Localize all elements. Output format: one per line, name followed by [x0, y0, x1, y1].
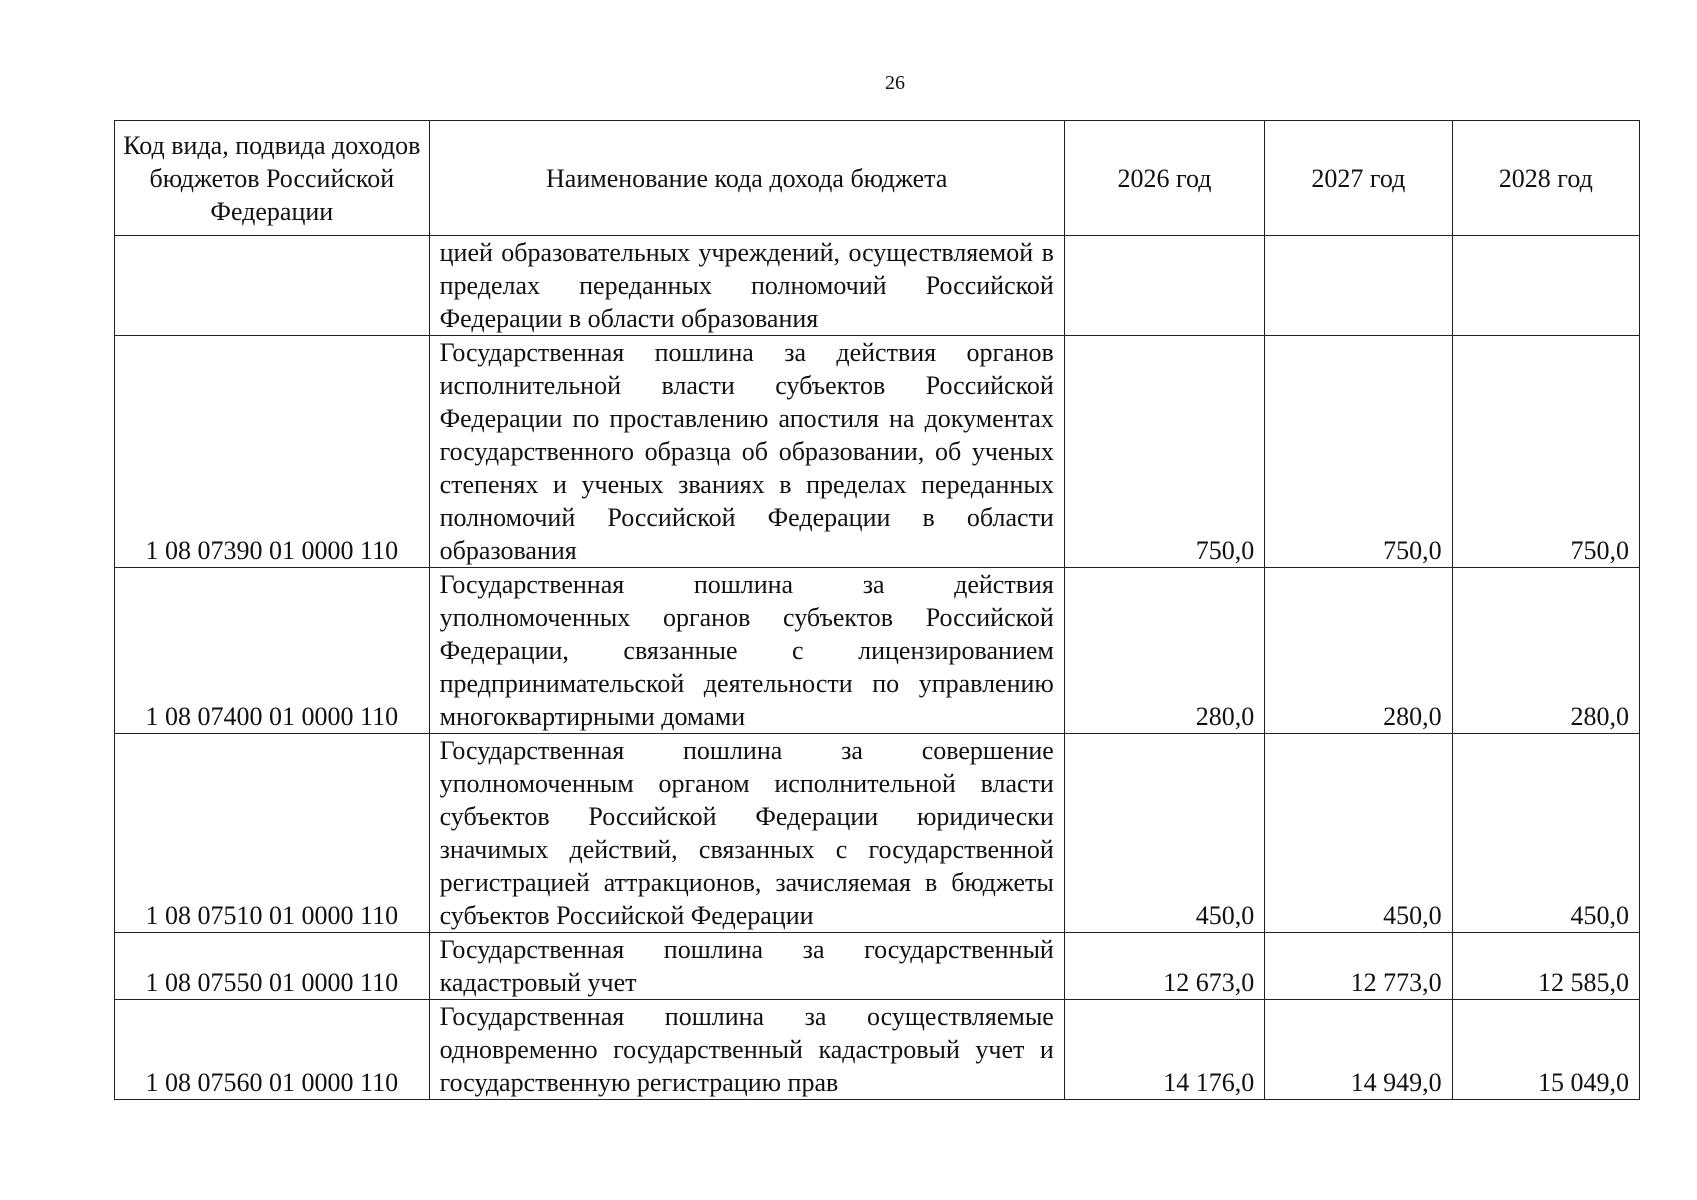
row-value-2028: 450,0 [1452, 734, 1639, 933]
row-name: Государственная пошлина за осуществляемые одновременно государственный кадастровый учет и государственную регистрацию прав [429, 1000, 1064, 1100]
row-code [115, 236, 430, 336]
row-value-2026: 750,0 [1064, 336, 1264, 568]
row-code: 1 08 07510 01 0000 110 [115, 734, 430, 933]
row-code: 1 08 07560 01 0000 110 [115, 1000, 430, 1100]
row-value-2027: 450,0 [1265, 734, 1452, 933]
header-2027: 2027 год [1265, 121, 1452, 236]
row-value-2026: 450,0 [1064, 734, 1264, 933]
row-value-2027: 12 773,0 [1265, 933, 1452, 1000]
row-code: 1 08 07550 01 0000 110 [115, 933, 430, 1000]
table-row [115, 1000, 1640, 1100]
row-name: Государственная пошлина за совершение уполномоченным органом исполнительной власти субъектов Российской Федерации юридически значимых действий, связанных с государственной регистрацией аттракционов, зачисляемая в бюджеты субъектов Российской Федерации [429, 734, 1064, 933]
row-name: Государственная пошлина за государственный кадастровый учет [429, 933, 1064, 1000]
table-row [115, 568, 1640, 734]
row-value-2027: 280,0 [1265, 568, 1452, 734]
row-value-2028: 280,0 [1452, 568, 1639, 734]
row-name: Государственная пошлина за действия уполномоченных органов субъектов Российской Федерации, связанные с лицензированием предпринимательской деятельности по управлению многоквартирными домами [429, 568, 1064, 734]
table-header-row [115, 121, 1640, 236]
row-value-2027 [1265, 236, 1452, 336]
header-name: Наименование кода дохода бюджета [429, 121, 1064, 236]
budget-revenue-table [114, 120, 1640, 1100]
table-row [115, 734, 1640, 933]
row-value-2027: 750,0 [1265, 336, 1452, 568]
header-2026: 2026 год [1064, 121, 1264, 236]
table-row [115, 236, 1640, 336]
row-code: 1 08 07390 01 0000 110 [115, 336, 430, 568]
header-2028: 2028 год [1452, 121, 1639, 236]
row-value-2026: 14 176,0 [1064, 1000, 1264, 1100]
table-row [115, 336, 1640, 568]
row-value-2028: 12 585,0 [1452, 933, 1639, 1000]
row-value-2028: 750,0 [1452, 336, 1639, 568]
row-value-2026 [1064, 236, 1264, 336]
row-code: 1 08 07400 01 0000 110 [115, 568, 430, 734]
row-value-2028 [1452, 236, 1639, 336]
row-value-2026: 280,0 [1064, 568, 1264, 734]
row-value-2027: 14 949,0 [1265, 1000, 1452, 1100]
header-code: Код вида, подвида доходов бюджетов Российской Федерации [115, 121, 430, 236]
page-number: 26 [885, 72, 905, 94]
table-row [115, 933, 1640, 1000]
row-value-2026: 12 673,0 [1064, 933, 1264, 1000]
row-name: Государственная пошлина за действия органов исполнительной власти субъектов Российской Федерации по проставлению апостиля на документах государственного образца об образовании, об ученых степенях и ученых званиях в пределах переданных полномочий Российской Федерации в области образования [429, 336, 1064, 568]
row-name: цией образовательных учреждений, осуществляемой в пределах переданных полномочий Российской Федерации в области образования [429, 236, 1064, 336]
row-value-2028: 15 049,0 [1452, 1000, 1639, 1100]
